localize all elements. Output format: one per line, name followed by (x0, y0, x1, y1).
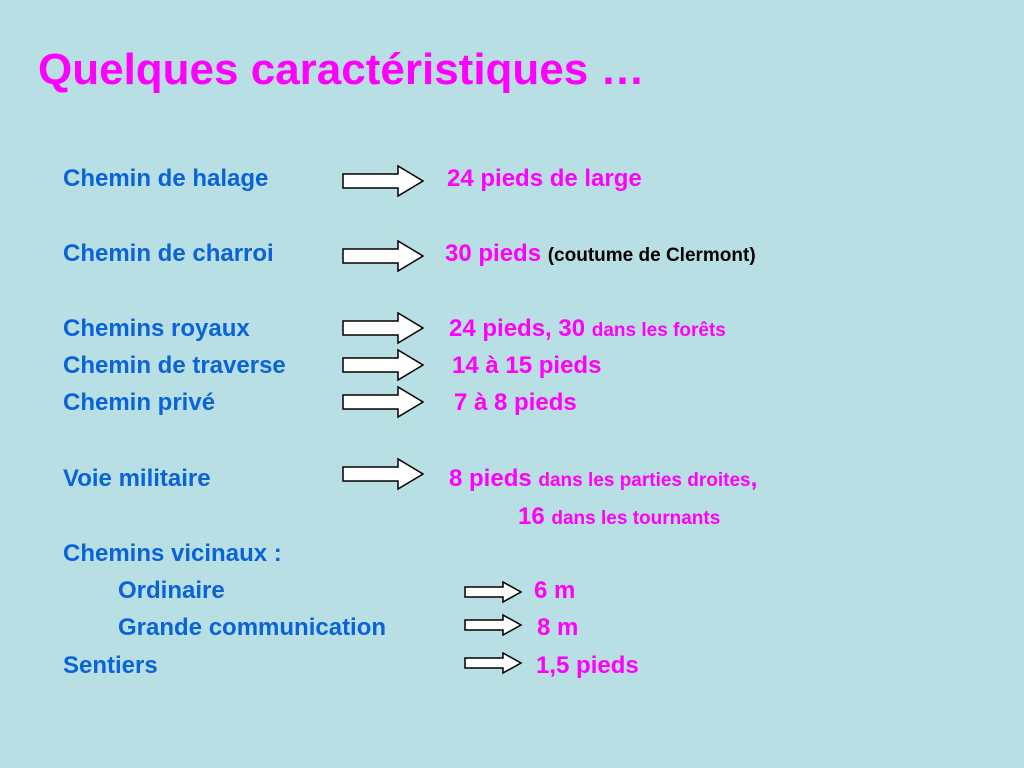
item-label: Ordinaire (118, 577, 225, 604)
item-value: 30 pieds (445, 240, 542, 267)
item-value: 7 à 8 pieds (454, 389, 577, 416)
item-label: Chemin de charroi (63, 240, 274, 267)
list-item-sentiers (0, 650, 1024, 682)
list-item-traverse (0, 350, 1024, 382)
item-value: 24 pieds, 30 (449, 315, 586, 342)
item-label: Chemins vicinaux : (63, 540, 282, 567)
item-value: 16 (518, 503, 545, 530)
item-note: dans les tournants (551, 508, 721, 529)
item-label: Sentiers (63, 652, 158, 679)
right-arrow-icon (463, 613, 523, 637)
item-value: 24 pieds de large (447, 165, 642, 192)
right-arrow-icon (341, 164, 425, 198)
right-arrow-icon (463, 580, 523, 604)
item-note: dans les forêts (591, 320, 726, 341)
item-value: 14 à 15 pieds (452, 352, 602, 379)
item-label: Chemin de halage (63, 165, 269, 192)
item-label: Chemin de traverse (63, 352, 286, 379)
list-item-royaux (0, 313, 1024, 345)
item-value: 8 m (537, 614, 579, 641)
right-arrow-icon (341, 311, 425, 345)
list-item-charroi (0, 238, 1024, 270)
right-arrow-icon (341, 348, 425, 382)
list-item-ordinaire (0, 575, 1024, 607)
list-item-vicinaux (0, 538, 1024, 570)
item-note: dans les parties droites (538, 470, 751, 491)
right-arrow-icon (341, 239, 425, 273)
list-item-militaire-2 (0, 501, 1024, 533)
item-note: (coutume de Clermont) (547, 245, 756, 266)
item-label: Chemin privé (63, 389, 216, 416)
item-value: 8 pieds (449, 465, 532, 492)
item-comma: , (750, 465, 758, 492)
page-title: Quelques caractéristiques … (38, 45, 645, 94)
item-value: 6 m (534, 577, 576, 604)
item-label: Grande communication (118, 614, 387, 641)
item-label: Voie militaire (63, 465, 211, 492)
item-label: Chemins royaux (63, 315, 250, 342)
right-arrow-icon (341, 457, 425, 491)
item-value: 1,5 pieds (536, 652, 639, 679)
right-arrow-icon (463, 651, 523, 675)
right-arrow-icon (341, 385, 425, 419)
list-item-grande (0, 612, 1024, 644)
list-item-halage (0, 163, 1024, 195)
list-item-militaire (0, 463, 1024, 495)
list-item-prive (0, 387, 1024, 419)
